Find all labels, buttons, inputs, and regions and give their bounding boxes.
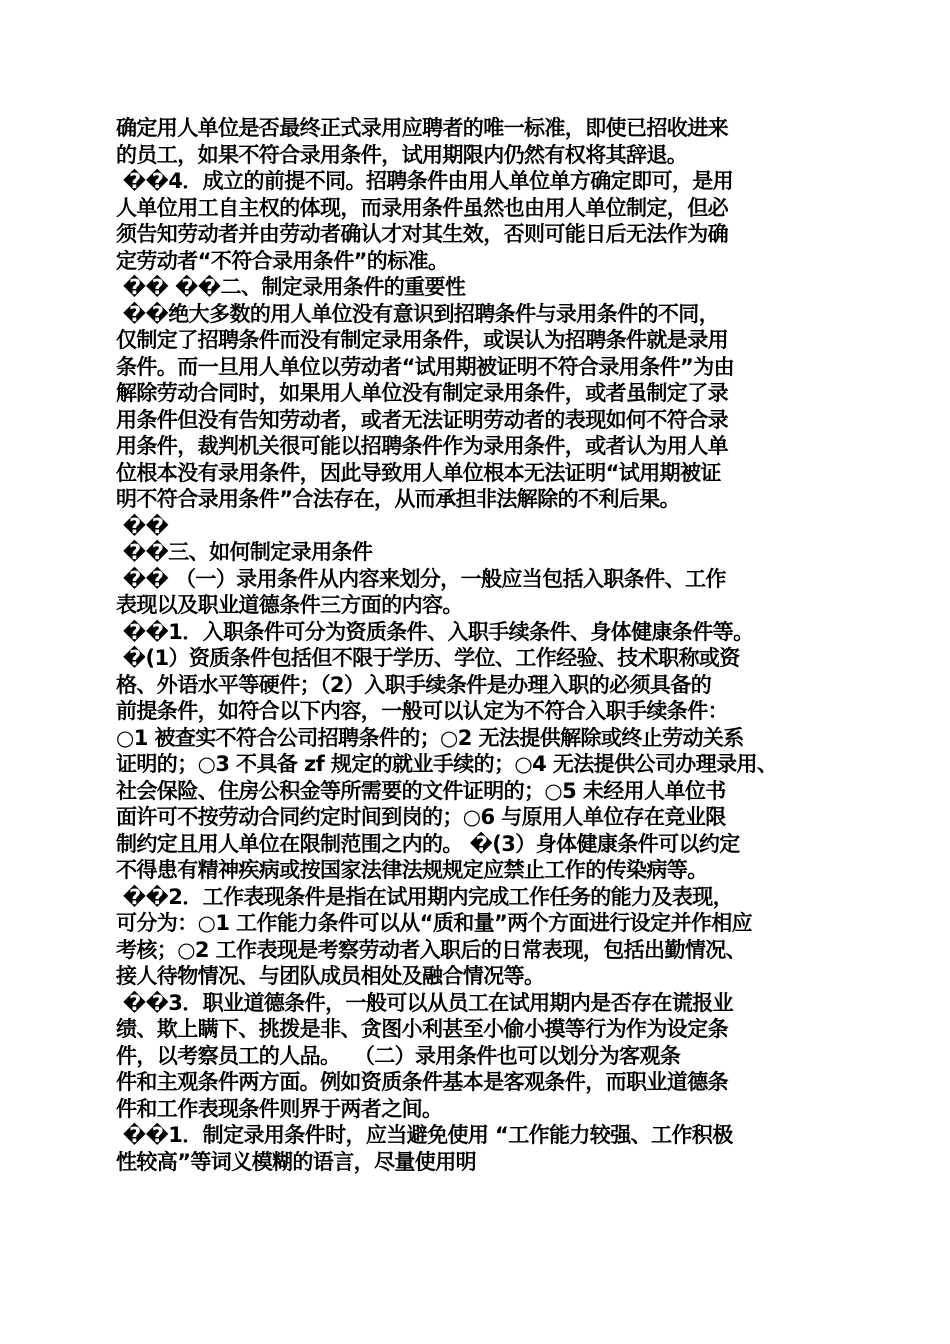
text-line: 位根本没有录用条件，因此导致用人单位根本无法证明“试用期被证 xyxy=(116,460,721,485)
text-line: 件和工作表现条件则界于两者之间。 xyxy=(116,1096,443,1121)
document-body xyxy=(116,115,856,1175)
text-line: �(1）资质条件包括但不限于学历、学位、工作经验、技术职称或资 xyxy=(116,646,740,670)
text-line: 的员工，如果不符合录用条件，试用期限内仍然有权将其辞退。 xyxy=(116,142,688,167)
text-line: 须告知劳动者并由劳动者确认才对其生效，否则可能日后无法作为确 xyxy=(116,222,728,246)
text-line: ��2．工作表现条件是指在试用期内完成工作任务的能力及表现， xyxy=(116,884,734,909)
text-line: 制约定且用人单位在限制范围之内的。 �(3）身体健康条件可以约定 xyxy=(116,831,740,856)
text-line: 仅制定了招聘条件而没有制定录用条件，或误认为招聘条件就是录用 xyxy=(116,328,728,352)
text-line: ��4．成立的前提不同。招聘条件由用人单位单方确定即可，是用 xyxy=(116,169,734,193)
text-line: ��1．入职条件可分为资质条件、入职手续条件、身体健康条件等。 xyxy=(116,619,754,644)
text-line: 不得患有精神疾病或按国家法律法规规定应禁止工作的传染病等。 xyxy=(116,858,708,882)
section-heading: �� ��二、制定录用条件的重要性 xyxy=(116,275,466,299)
text-line: 格、外语水平等硬件；（2）入职手续条件是办理入职的必须具备的 xyxy=(116,672,712,697)
text-line: 证明的；○3 不具备 zf 规定的就业手续的；○4 无法提供公司办理录用、 xyxy=(116,752,778,776)
text-line: 用条件，裁判机关很可能以招聘条件作为录用条件，或者认为用人单 xyxy=(116,434,728,458)
text-line: 解除劳动合同时，如果用人单位没有制定录用条件，或者虽制定了录 xyxy=(116,381,728,405)
text-line: 表现以及职业道德条件三方面的内容。 xyxy=(116,593,463,617)
text-line: 确定用人单位是否最终正式录用应聘者的唯一标准，即使已招收进来 xyxy=(116,116,728,140)
text-line: 可分为：○1 工作能力条件可以从“质和量”两个方面进行设定并作相应 xyxy=(116,911,753,935)
text-line: ○1 被查实不符合公司招聘条件的；○2 无法提供解除或终止劳动关系 xyxy=(116,725,744,750)
text-line: 性较高”等词义模糊的语言，尽量使用明 xyxy=(116,1149,477,1174)
text-line: 社会保险、住房公积金等所需要的文件证明的；○5 未经用人单位书 xyxy=(116,778,726,803)
text-line: �� （一）录用条件从内容来划分，一般应当包括入职条件、工作 xyxy=(116,566,726,591)
text-line: 明不符合录用条件”合法存在，从而承担非法解除的不利后果。 xyxy=(116,487,680,511)
section-heading: ��三、如何制定录用条件 xyxy=(116,540,373,564)
text-line: 定劳动者“不符合录用条件”的标准。 xyxy=(116,248,449,273)
text-line: 面许可不按劳动合同约定时间到岗的；○6 与原用人单位存在竞业限 xyxy=(116,805,726,829)
text-line: 绩、欺上瞒下、挑拨是非、贪图小利甚至小偷小摸等行为作为设定条 xyxy=(116,1017,728,1041)
text-line: 前提条件，如符合以下内容，一般可以认定为不符合入职手续条件： xyxy=(116,699,728,723)
text-line: 条件。而一旦用人单位以劳动者“试用期被证明不符合录用条件”为由 xyxy=(116,354,735,379)
text-line: 考核；○2 工作表现是考察劳动者入职后的日常表现，包括出勤情况、 xyxy=(116,937,747,962)
text-line: 接人待物情况、与团队成员相处及融合情况等。 xyxy=(116,964,545,988)
text-line: 用条件但没有告知劳动者，或者无法证明劳动者的表现如何不符合录 xyxy=(116,407,728,432)
text-line: ��3．职业道德条件，一般可以从员工在试用期内是否存在谎报业 xyxy=(116,990,734,1015)
text-line: �� xyxy=(116,513,169,538)
text-line: 人单位用工自主权的体现，而录用条件虽然也由用人单位制定，但必 xyxy=(116,195,728,220)
text-line: ��1．制定录用条件时，应当避免使用 “工作能力较强、工作积极 xyxy=(116,1123,733,1147)
text-line: 件，以考察员工的人品。 （二）录用条件也可以划分为客观条 xyxy=(116,1043,681,1068)
text-line: ��绝大多数的用人单位没有意识到招聘条件与录用条件的不同， xyxy=(116,301,720,326)
text-line: 件和主观条件两方面。例如资质条件基本是客观条件，而职业道德条 xyxy=(116,1070,728,1094)
